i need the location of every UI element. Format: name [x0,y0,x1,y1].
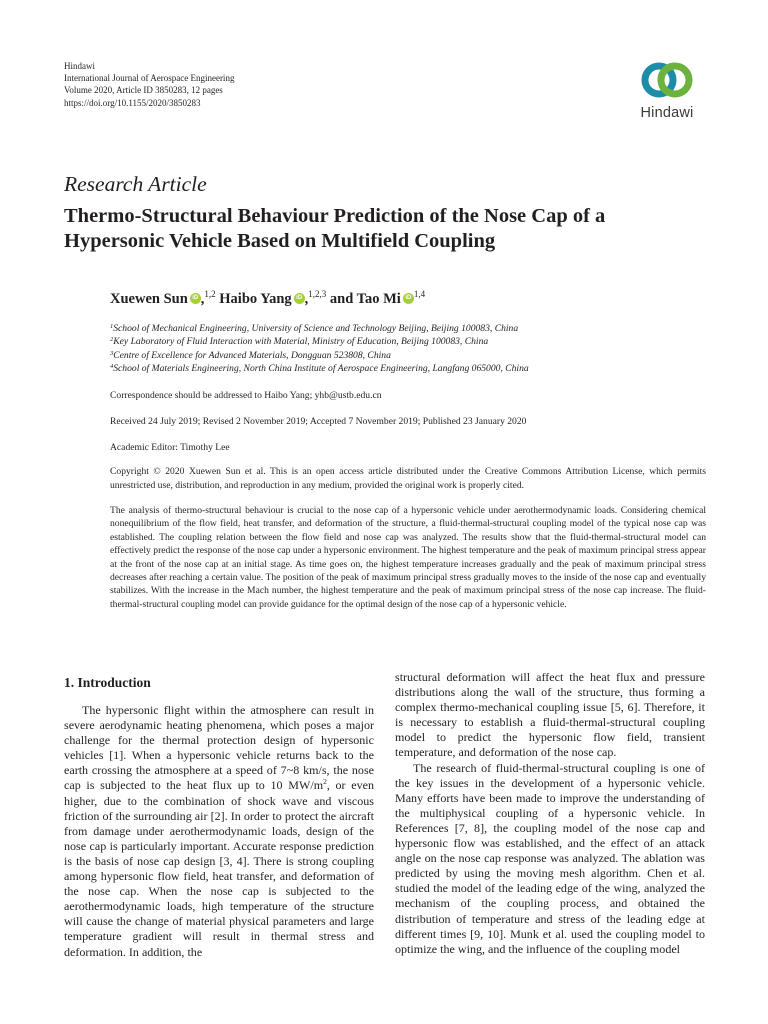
body-column-right [395,670,705,957]
paragraph: The hypersonic flight within the atmosphere can result in severe aerodynamic heating phenomena, which poses a major challenge for the thermal protection design of hypersonic vehicles [1]. When a hypersonic vehicle returns back to the earth crossing the atmosphere at a speed of 7~8 km/s, the nose cap is subjected to the heat flux up to 10 $MW/m^2$, or even higher, due to the combination of shock wave and viscous friction of the surrounding air [2]. In order to protect the aircraft from damage under aerothermodynamic loads, design of the nose cap is particularly important. Accurate response prediction is the basis of nose cap design [3, 4]. There is strong coupling among hypersonic flow field, heat transfer, and deformation of the nose cap. When the nose cap is subjected to the aerothermodynamic loads, high temperature of the structure will cause the change of material physical parameters and large temperature gradient will result in thermal stress and deformation. In addition, the [64,703,374,959]
section-heading: 1. Introduction [64,675,151,690]
hindawi-logo [628,56,706,128]
doi-link[interactable]: https://doi.org/10.1155/2020/3850283 [64,97,201,108]
abstract: The analysis of thermo-structural behaviour is crucial to the nose cap of a hypersonic vehicle under aerothermodynamic loads. Considering chemical nonequilibrium of the flow field, heat transfer, and deformation of the structure, a fluid-thermal-structural coupling model of the typical nose cap was established. The coupling relation between the flow field and nose cap was analyzed. The results show that the fluid-thermal-structural model can effectively predict the response of the nose cap under a hypersonic environment. The highest temperature and the peak of maximum principal stress appear at the front of the nose cap at an initial stage. As time goes on, the highest temperature increases gradually and the peak of maximum principal stress decreases after reaching a certain value. The position of the peak of maximum principal stress gradually moves to the inside of the nose cap and eventually stabilizes. With the increase in the Mach number, the highest temperature and the peak of maximum principal stress of the nose cap increase. The fluid-thermal-structural coupling model can provide guidance for the optimal design of the nose cap of a hypersonic vehicle. [110,505,706,610]
volume-line: Volume 2020, Article ID 3850283, 12 pages [64,85,223,96]
publisher-name: Hindawi [64,61,95,71]
author-name: Xuewen Sun [110,291,188,307]
affiliation-list [110,322,529,376]
correspondence-line: Correspondence should be addressed to Haibo Yang; yhb@ustb.edu.cn [110,390,382,401]
paragraph: The research of fluid-thermal-structural coupling is one of the key issues in the development of a hypersonic vehicle. Many efforts have been made to improve the understanding of the multiphysical coupling of a hypersonic vehicle. In References [7, 8], the coupling model of the nose cap and hypersonic flow was established, and the effect of an attack angle on the nose cap response was analyzed. The ablation was predicted by using the moving mesh algorithm. Chen et al. studied the model of the leading edge of the wing, analyzed the mechanism of the coupling process, and obtained the distribution of temperature and stress of the leading edge at different times [9, 10]. Munk et al. used the coupling model to optimize the wing, and the influence of the coupling model [395,760,705,956]
article-title: Thermo-Structural Behaviour Prediction of the Nose Cap of a Hypersonic Vehicle Based on Multifield Coupling [64,205,606,252]
author-list: Xuewen SuniD ,$^{1,2}$ Haibo YangiD ,$^{1,2,3}$ and Tao MiiD $^{1,4}$ [110,291,425,308]
author-name: and Tao Mi [329,291,401,307]
author-affiliation-marker: 1,2 [204,289,216,299]
orcid-icon[interactable] [403,293,414,304]
orcid-icon[interactable] [294,293,305,304]
affiliation-item: $^4$School of Materials Engineering, North China Institute of Aerospace Engineering, Langfang 065000, China [110,363,529,375]
journal-name: International Journal of Aerospace Engineering [64,73,235,84]
author-name: Haibo Yang [219,291,292,307]
paragraph: structural deformation will affect the heat flux and pressure distributions along the wall of the structure, thus forming a complex thermo-mechanical coupling issue [5, 6]. Therefore, it is necessary to establish a fluid-thermal-structural coupling model to predict the hypersonic flow field, transient temperature, and deformation of the nose cap. [395,670,705,760]
orcid-icon[interactable] [190,293,201,304]
affiliation-item: $^3$Centre of Excellence for Advanced Materials, Dongguan 523808, China [110,349,391,361]
affiliation-item: $^2$Key Laboratory of Fluid Interaction with Material, Ministry of Education, Beijing 100083, China [110,336,489,348]
logo-wordmark: Hindawi [640,105,694,121]
academic-editor: Academic Editor: Timothy Lee [110,442,230,453]
author-affiliation-marker: 1,2,3 [308,289,327,299]
article-type: Research Article [64,172,207,196]
publication-dates: Received 24 July 2019; Revised 2 November 2019; Accepted 7 November 2019; Published 23 January 2020 [110,416,527,427]
journal-header [64,60,234,109]
body-column-left [64,703,374,960]
author-affiliation-marker: 1,4 [413,289,426,299]
affiliation-item: $^1$School of Mechanical Engineering, University of Science and Technology Beijing, Beijing 100083, China [110,323,519,334]
hindawi-rings-icon [637,56,697,104]
copyright-notice: Copyright © 2020 Xuewen Sun et al. This is an open access article distributed under the Creative Commons Attribution License, which permits unrestricted use, distribution, and reproduction in any medium, provided the original work is properly cited. [110,466,706,491]
